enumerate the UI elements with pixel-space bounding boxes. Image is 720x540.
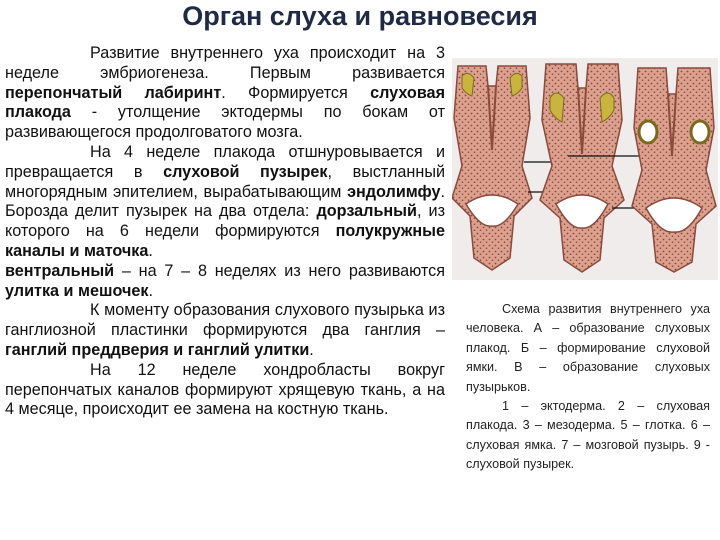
- term-ventral: вентральный: [5, 261, 115, 280]
- text-run: . Формируется: [221, 83, 371, 102]
- text-run: . Борозда делит пузырек на два отдела:: [5, 182, 445, 221]
- text-run: , выстланный многорядным эпителием, вырабатывающим: [5, 162, 445, 201]
- text-run: .: [148, 281, 153, 300]
- section-c: [632, 68, 716, 272]
- figure-caption: [466, 300, 710, 475]
- caption-line-2: 1 – эктодерма. 2 – слуховая плакода. 3 – мезодерма. 5 – глотка. 6 – слуховая ямка. 7 – мозговой пузырь. 9 - слуховой пузырек.: [466, 399, 710, 472]
- term-membranous-labyrinth: перепончатый лабиринт: [5, 83, 222, 102]
- text-run: На 4 неделе плакода отшнуровывается и превращается в: [5, 142, 445, 181]
- term-auditory-placode: слуховая плакода: [5, 83, 446, 122]
- caption-line-1: Схема развития внутреннего уха человека. А – образование слуховых плакод. Б – формирование слуховой ямки. В – образование слуховых пузырьков.: [466, 302, 710, 394]
- otic-vesicle-left-c: [639, 121, 657, 143]
- paragraph-3: [5, 301, 445, 360]
- term-endolymph: эндолимфу: [347, 182, 441, 201]
- term-otic-vesicle: слуховой пузырек: [163, 162, 328, 181]
- term-ganglia: ганглий преддверия и ганглий улитки: [5, 340, 310, 359]
- term-dorsal: дорзальный: [316, 202, 417, 221]
- text-run: .: [148, 241, 153, 260]
- text-run: К моменту образования слухового пузырька из ганглиозной пластинки формируются два ганглия –: [5, 301, 445, 340]
- embryo-sections-drawing: [452, 58, 718, 280]
- tissue-c: [632, 68, 716, 272]
- embryo-ear-development-figure: [452, 58, 718, 280]
- text-run: .: [309, 340, 314, 359]
- section-b: [540, 64, 652, 272]
- tissue-a: [452, 66, 532, 270]
- main-text: [5, 44, 445, 420]
- text-run: На 12 неделе хондробласты вокруг перепончатых каналов формируют хрящевую ткань, а на 4 месяце, происходит ее замена на костную ткань.: [5, 360, 445, 419]
- term-cochlea-saccule: улитка и мешочек: [5, 281, 149, 300]
- paragraph-2: [5, 143, 445, 301]
- text-run: - утолщение эктодермы по бокам от развивающегося продолговатого мозга.: [5, 103, 445, 142]
- term-semicircular-canals: полукружные каналы и маточка: [5, 222, 445, 260]
- otic-vesicle-right-c: [691, 121, 709, 143]
- page-title: Орган слуха и равновесия: [182, 1, 538, 31]
- paragraph-4: [5, 361, 445, 420]
- text-run: Развитие внутреннего уха происходит на 3 неделе эмбриогенеза. Первым развивается: [5, 44, 445, 82]
- text-run: , из которого на 6 недели формируются: [5, 202, 445, 241]
- paragraph-1: [5, 44, 445, 143]
- text-run: – на 7 – 8 неделях из него развиваются: [114, 261, 445, 280]
